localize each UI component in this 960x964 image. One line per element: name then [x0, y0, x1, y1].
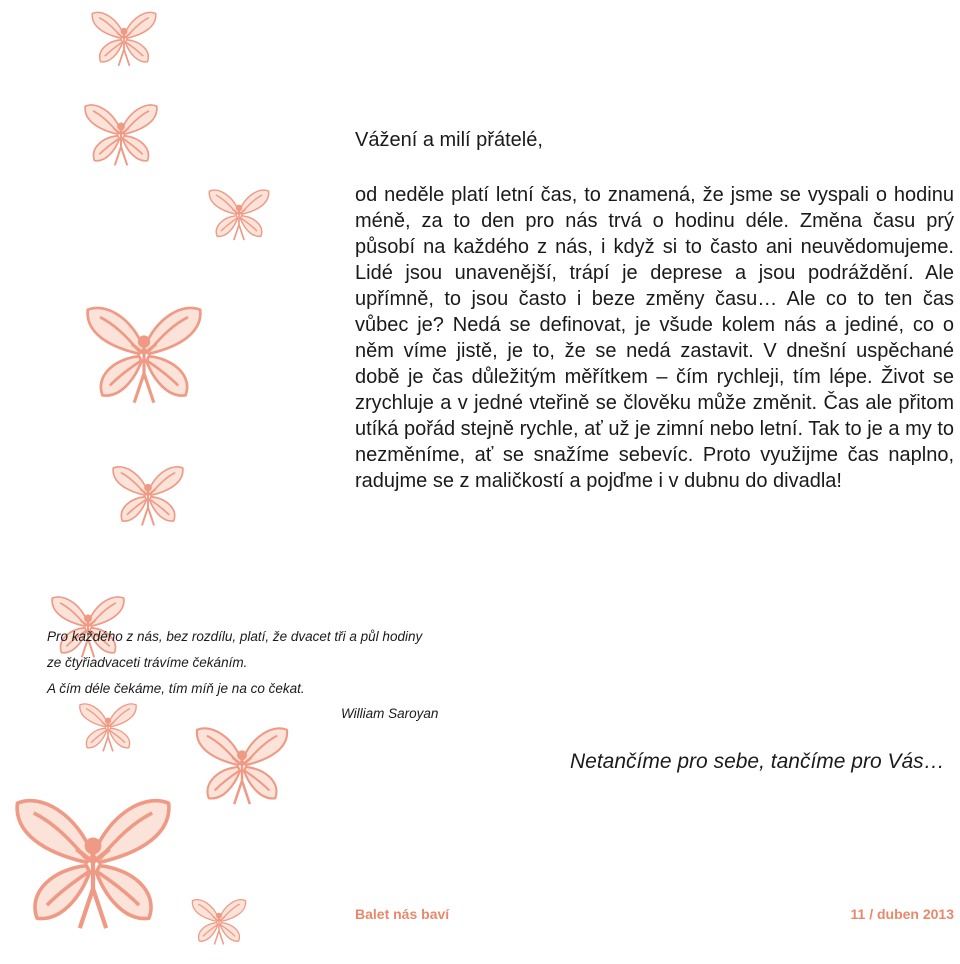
butterfly-decoration-9: [8, 790, 178, 938]
butterfly-decoration-2: [80, 100, 162, 170]
footer-publication-name: Balet nás baví: [355, 906, 450, 922]
butterfly-decoration-7: [58, 700, 158, 755]
quote-line: Pro každého z nás, bez rozdílu, platí, že dvacet tři a půl hodiny: [47, 629, 423, 644]
butterfly-decoration-4: [74, 300, 214, 410]
letter-body: od neděle platí letní čas, to znamená, že jsme se vyspali o hodinu méně, za to den pro nás trvá o hodinu déle. Změna času prý působí na každého z nás, i když si to často ani neuvědomujeme. Lidé jsou unavenější, trápí je deprese a jsou podráždění. Ale upřímně, to jsou často i beze změny času… Ale co to ten čas vůbec je? Nedá se definovat, je všude kolem nás a jediné, co o něm víme jistě, je to, že se nedá zastavit. V dnešní uspěchané době je čas důležitým měřítkem – čím rychleji, tím lépe. Život se zrychluje a v jedné vteřině se člověku může změnit. Čas ale přitom utíká pořád stejně rychle, ať už je zimní nebo letní. Tak to je a my to nezměníme, ať se snažíme sebevíc. Proto využijme čas naplno, radujme se z maličkostí a pojďme i v dubnu do divadla!: [355, 184, 954, 492]
quote-author: William Saroyan: [341, 706, 439, 721]
butterfly-decoration-10: [184, 896, 254, 948]
quote-line: A čím déle čekáme, tím míň je na co čekat.: [47, 681, 305, 696]
butterfly-decoration-3: [204, 186, 274, 244]
butterfly-decoration-8: [190, 722, 294, 810]
butterfly-decoration-5: [108, 462, 188, 530]
motto: Netančíme pro sebe, tančíme pro Vás…: [570, 750, 945, 773]
butterfly-decoration-1: [88, 8, 160, 70]
greeting: Vážení a milí přátelé,: [355, 129, 543, 151]
quote: [47, 627, 467, 705]
footer-issue-date: 11 / duben 2013: [850, 906, 954, 922]
quote-line: ze čtyřiadvaceti trávíme čekáním.: [47, 655, 248, 670]
